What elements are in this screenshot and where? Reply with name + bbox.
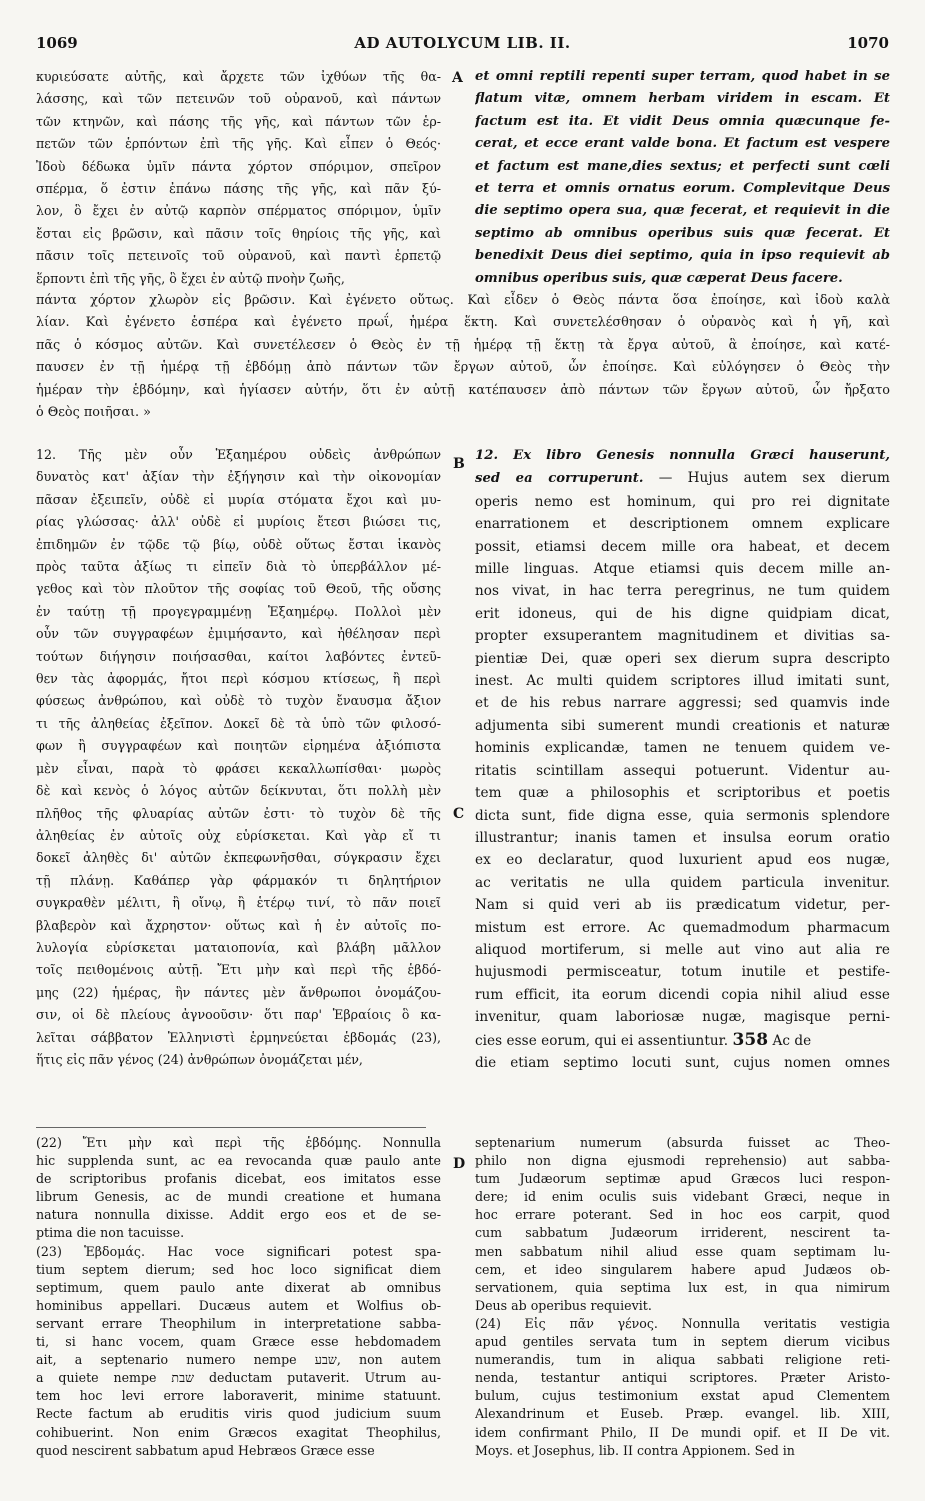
text-line: τοῖς πειθομένοις αὐτῇ. Ἔτι μὴν καὶ περὶ τῆς ἑβδό-: [36, 962, 441, 978]
text-line: μὲν εἶναι, παρὰ τὸ φράσει κεκαλλωπίσθαι· μωρὸς: [36, 760, 441, 776]
text-line: λεῖται σάββατον Ἑλληνιστὶ ἑρμηνεύεται ἑβδομάς (23),: [36, 1029, 441, 1045]
text-line: cum sabbatum Judæorum irriderent, nescirent ta-: [475, 1225, 890, 1241]
text-line: λάσσης, καὶ τῶν πετεινῶν τοῦ οὐρανοῦ, καὶ πάντων: [36, 91, 441, 107]
text-line: πᾶς ὁ κόσμος αὐτῶν. Καὶ συνετέλεσεν ὁ Θεὸς ἐν τῇ ἡμέρᾳ τῇ ἕκτῃ τὰ ἔργα αὐτοῦ, ἃ ἐποίησε, καὶ κατέ-: [36, 337, 890, 353]
section-marker-a: A: [452, 70, 463, 86]
text-line: (23) Ἑβδομάς. Hac voce significari potest spa-: [36, 1243, 441, 1259]
section-marker-c: C: [453, 806, 465, 822]
text-line: λον, ὃ ἔχει ἐν αὐτῷ καρπὸν σπέρματος σπόριμον, ὑμῖν: [36, 203, 441, 219]
text-line: omnibus operibus suis, quæ cæperat Deus facere.: [475, 270, 843, 286]
section-marker-d: D: [453, 1156, 466, 1172]
text-line: λίαν. Καὶ ἐγένετο ἑσπέρα καὶ ἐγένετο πρωΐ, ἡμέρα ἕκτη. Καὶ συνετελέσθησαν ὁ οὐρανὸς καὶ ἡ γῆ, καὶ: [36, 315, 890, 331]
text-line: ait, a septenario numero nempe שבע, non autem: [36, 1352, 441, 1368]
text-line: πᾶσαν ἐξειπεῖν, οὐδὲ εἰ μυρία στόματα ἔχοι καὶ μυ-: [36, 491, 441, 507]
text-line: οὖν τῶν συγγραφέων ἐμιμήσαντο, καὶ ἠθέλησαν περὶ: [36, 626, 441, 642]
text-line: tum Judæorum septimæ apud Græcos luci respon-: [475, 1171, 890, 1187]
latin-column-top: [475, 66, 890, 290]
text-line: cerat, et ecce erant valde bona. Et factum est vespere: [475, 136, 890, 152]
latin-first-text: — Hujus autem sex dierum: [643, 470, 890, 487]
text-line: δοκεῖ ἀληθὲς δι' αὐτῶν ἐκπεφωνῆσθαι, σύγκρασιν ἔχει: [36, 850, 441, 866]
latin-body: [475, 491, 890, 1029]
text-line: factum est ita. Et vidit Deus omnia quæcunque fe-: [475, 113, 890, 129]
latin-after-number: Ac de: [768, 1032, 812, 1049]
text-line: servant errare Theophilum in interpretatione sabba-: [36, 1315, 441, 1331]
text-line: hominibus appellari. Ducæus autem et Wolfius ob-: [36, 1297, 441, 1313]
text-line: βλαβερὸν καὶ ἄχρηστον· οὕτως καὶ ἡ ἐν αὐτοῖς πο-: [36, 917, 441, 933]
text-line: Alexandrinum et Euseb. Præp. evangel. lib. XIII,: [475, 1406, 890, 1422]
text-line: cem, et ideo singularem habere apud Judæos ob-: [475, 1261, 890, 1277]
text-line: mille linguas. Atque etiamsi quis decem mille an-: [475, 561, 890, 578]
text-line: Deus ab operibus requievit.: [475, 1297, 652, 1313]
text-line: φύσεως ἀνθρώπου, καὶ οὐδὲ τὸ τυχὸν ἔναυσμα ἄξιον: [36, 693, 441, 709]
text-line: ex eo declaratur, quod luxurient apud eos nugæ,: [475, 852, 890, 869]
page-header: [36, 34, 889, 62]
text-line: quod nescirent sabbatum apud Hebræos Græce esse: [36, 1442, 375, 1458]
text-line: nenda, testantur antiqui scriptores. Præter Aristo-: [475, 1370, 890, 1386]
footnotes-right: [475, 1134, 890, 1460]
latin-heading: 12. Ex libro Genesis nonnulla Græci hauserunt,: [475, 448, 890, 463]
text-line: numerandis, tum in aliqua sabbati religione reti-: [475, 1352, 890, 1368]
text-line: tium septem dierum; sed hoc loco significat diem: [36, 1261, 441, 1277]
text-line: rum efficit, ita eorum dicendi copia nihil aliud esse: [475, 986, 890, 1003]
text-line: τῇ πλάνῃ. Καθάπερ γὰρ φάρμακόν τι δηλητήριον: [36, 872, 441, 888]
text-line: nos vivat, in hac terra peregrinus, ne tum quidem: [475, 583, 890, 600]
text-line: πᾶσιν τοῖς πετεινοῖς τοῦ οὐρανοῦ, καὶ παντὶ ἑρπετῷ: [36, 248, 441, 264]
section-marker-b: B: [453, 456, 465, 472]
text-line: ἥτις εἰς πᾶν γένος (24) ἀνθρώπων ὀνομάζεται μέν,: [36, 1051, 363, 1067]
text-line: enarrationem et descriptionem omnem explicare: [475, 516, 890, 533]
text-line: ἔσται εἰς βρῶσιν, καὶ πᾶσιν τοῖς θηρίοις τῆς γῆς, καὶ: [36, 225, 441, 241]
text-line: propter exsuperantem magnitudinem et divitias sa-: [475, 628, 890, 645]
text-line: φων ἢ συγγραφέων καὶ ποιητῶν εἰρημένα ἀξιόπιστα: [36, 738, 441, 754]
text-line: possit, etiamsi decem mille ora habeat, et decem: [475, 538, 890, 555]
text-line: mistum est errore. Ac quemadmodum pharmacum: [475, 919, 890, 936]
text-line: septimum, quem paulo ante dixerat ab omnibus: [36, 1279, 441, 1295]
text-line: πρὸς ταῦτα ἀξίως τι εἰπεῖν διὰ τὸ ὑπερβάλλον μέ-: [36, 559, 441, 575]
text-line: a quiete nempe שבת deductam putaverit. Utrum au-: [36, 1370, 441, 1386]
text-line: τούτων διήγησιν ποιήσασθαι, καίτοι λαβόντες ἐντεῦ-: [36, 648, 441, 664]
latin-last-line: die etiam septimo locuti sunt, cujus nomen omnes: [475, 1054, 890, 1071]
text-line: πετῶν τῶν ἑρπόντων ἐπὶ τῆς γῆς. Καὶ εἶπεν ὁ Θεός·: [36, 136, 441, 152]
text-line: (22) Ἔτι μὴν καὶ περὶ τῆς ἑβδόμης. Nonnulla: [36, 1135, 441, 1150]
text-line: benedixit Deus diei septimo, quia in ipso requievit ab: [475, 248, 890, 264]
greek-column-top: [36, 66, 441, 290]
text-line: 12. Τῆς μὲν οὖν Ἑξαημέρου οὐδεὶς ἀνθρώπων: [36, 447, 441, 462]
text-line: ἡμέραν τὴν ἑβδόμην, καὶ ἡγίασεν αὐτήν, ὅτι ἐν αὐτῇ κατέπαυσεν ἀπὸ πάντων τῶν ἔργων αὐτοῦ, ὧν ἤρξατο: [36, 382, 890, 398]
text-line: hujusmodi permisceatur, totum inutile et pestife-: [475, 964, 890, 981]
text-line: κυριεύσατε αὐτῆς, καὶ ἄρχετε τῶν ἰχθύων τῆς θα-: [36, 69, 441, 84]
text-line: ἐπιδημῶν ἐν τῷδε τῷ βίῳ, οὐδὲ οὕτως ἔσται ἱκανὸς: [36, 536, 441, 552]
text-line: et factum est mane,dies sextus; et perfecti sunt cœli: [475, 158, 890, 174]
text-line: τῶν κτηνῶν, καὶ πάσης τῆς γῆς, καὶ πάντων τῶν ἑρ-: [36, 113, 441, 129]
text-line: πάντα χόρτον χλωρὸν εἰς βρῶσιν. Καὶ ἐγένετο οὕτως. Καὶ εἶδεν ὁ Θεὸς πάντα ὅσα ἐποίησε, καὶ ἰδοὺ καλὰ: [36, 293, 890, 308]
text-line: dere; id enim oculis suis videbant Græci, neque in: [475, 1189, 890, 1205]
text-line: Recte factum ab eruditis viris quod judicium suum: [36, 1406, 441, 1422]
text-line: hominis explicandæ, tamen ne tenuem quidem ve-: [475, 740, 890, 757]
text-line: apud gentiles servata tum in septem dierum vicibus: [475, 1334, 890, 1350]
text-line: δὲ καὶ κενὸς ὁ λόγος αὐτῶν δείκνυται, ὅτι πολλὴ μὲν: [36, 783, 441, 799]
text-line: (24) Εἰς πᾶν γένος. Nonnulla veritatis vestigia: [475, 1315, 890, 1331]
text-line: septimo ab omnibus operibus suis quæ fecerat. Et: [475, 225, 890, 241]
latin-line-text: cies esse eorum, qui ei assentiuntur.: [475, 1032, 729, 1049]
text-line: librum Genesis, ac de mundi creatione et humana: [36, 1189, 441, 1205]
text-line: ἕρποντι ἐπὶ τῆς γῆς, ὃ ἔχει ἐν αὐτῷ πνοὴν ζωῆς,: [36, 270, 345, 286]
text-line: inest. Ac multi quidem scriptores illud imitati sunt,: [475, 673, 890, 690]
text-line: δυνατὸς κατ' ἀξίαν τὴν ἐξήγησιν καὶ τὴν οἰκονομίαν: [36, 469, 441, 485]
text-line: invenitur, quam laboriosæ nugæ, magisque perni-: [475, 1009, 890, 1026]
text-line: aliquod mortiferum, si melle aut vino aut alia re: [475, 941, 890, 958]
notes-divider: [36, 1127, 426, 1128]
column-number-marker: 358: [732, 1029, 769, 1050]
latin-line-with-number: [475, 1029, 890, 1052]
text-line: λυλογία εὑρίσκεται ματαιοπονία, καὶ βλάβη μᾶλλον: [36, 939, 441, 955]
text-line: hoc errare poterant. Sed in hoc eos carpit, quod: [475, 1207, 890, 1223]
text-line: μης (22) ἡμέρας, ἣν πάντες μὲν ἄνθρωποι ὀνομάζου-: [36, 984, 441, 1000]
running-title: AD AUTOLYCUM LIB. II.: [354, 34, 571, 52]
text-line: θεν τὰς ἀφορμάς, ἤτοι περὶ κόσμου κτίσεως, ἢ περὶ: [36, 671, 441, 687]
text-line: idem confirmant Philo, II De mundi opif. et II De vit.: [475, 1424, 890, 1440]
text-line: servationem, quia septima lux est, in qua nimirum: [475, 1279, 890, 1295]
text-line: τι τῆς ἀληθείας ἐξεῖπον. Δοκεῖ δὲ τὰ ὑπὸ τῶν φιλοσό-: [36, 715, 441, 731]
text-line: bulum, cujus testimonium exstat apud Clementem: [475, 1388, 890, 1404]
text-line: et omni reptili repenti super terram, quod habet in se: [475, 69, 890, 84]
text-line: de scriptoribus profanis dicebat, eos imitatos esse: [36, 1171, 441, 1187]
text-line: die septimo opera sua, quæ fecerat, et requievit in die: [475, 203, 890, 219]
latin-heading-cont: sed ea corruperunt.: [475, 471, 644, 487]
text-line: hic supplenda sunt, ac ea revocanda quæ paulo ante: [36, 1153, 441, 1169]
latin-heading-line: [475, 444, 890, 467]
text-line: philo non digna ejusmodi reprehensio) aut sabba-: [475, 1153, 890, 1169]
text-line: erit idoneus, qui de his digne quidpiam dicat,: [475, 605, 890, 622]
text-line: πλῆθος τῆς φλυαρίας αὐτῶν ἐστι· τὸ τυχὸν δὲ τῆς: [36, 805, 441, 821]
text-line: dicta sunt, fide digna esse, quia sermonis splendore: [475, 807, 890, 824]
text-line: pientiæ Dei, quæ operi sex dierum supra descripto: [475, 650, 890, 667]
text-line: παυσεν ἐν τῇ ἡμέρᾳ τῇ ἑβδόμῃ ἀπὸ πάντων τῶν ἔργων αὐτοῦ, ὧν ἐποίησε. Καὶ εὐλόγησεν ὁ Θεὸς τὴν: [36, 360, 890, 376]
text-line: natura nonnulla dixisse. Addit ergo eos et de se-: [36, 1207, 441, 1223]
text-line: ἀληθείας ἐν αὐτοῖς οὐχ εὑρίσκεται. Καὶ γὰρ εἴ τι: [36, 827, 441, 843]
text-line: σπέρμα, ὅ ἐστιν ἐπάνω πάσης τῆς γῆς, καὶ πᾶν ξύ-: [36, 181, 441, 197]
greek-full-width: [36, 290, 890, 424]
text-line: ac veritatis ne ulla quidem particula invenitur.: [475, 874, 890, 891]
text-line: tem hoc levi errore laboraverit, minime statuunt.: [36, 1388, 441, 1404]
latin-heading-line-2: [475, 467, 890, 490]
text-line: Nam si quid veri ab iis prædicatum videtur, per-: [475, 897, 890, 914]
text-line: adjumenta sibi sumerent mundi creationis et naturæ: [475, 717, 890, 734]
text-line: illustrantur; inanis tamen et insulsa eorum oratio: [475, 829, 890, 846]
text-line: cohibuerint. Non enim Græcos exagitat Theophilus,: [36, 1424, 441, 1440]
text-line: γεθος καὶ τὸν πλοῦτον τῆς σοφίας τοῦ Θεοῦ, τῆς οὔσης: [36, 581, 441, 597]
column-number-left: 1069: [36, 34, 78, 52]
text-line: ἐν ταύτῃ τῇ προγεγραμμένῃ Ἑξαημέρῳ. Πολλοὶ μὲν: [36, 603, 441, 619]
text-line: Moys. et Josephus, lib. II contra Appionem. Sed in: [475, 1442, 795, 1458]
text-line: ρίας γλώσσας· ἀλλ' οὐδὲ εἰ μυρίοις ἔτεσι βιώσει τις,: [36, 514, 441, 530]
text-line: flatum vitæ, omnem herbam viridem in escam. Et: [475, 91, 890, 107]
text-line: operis nemo est hominum, qui pro rei dignitate: [475, 493, 890, 510]
latin-column-main: [475, 444, 890, 1074]
text-line: et terra et omnis ornatus eorum. Complevitque Deus: [475, 181, 890, 197]
text-line: ὁ Θεὸς ποιῆσαι. »: [36, 405, 151, 421]
text-line: ptima die non tacuisse.: [36, 1225, 185, 1241]
text-line: septenarium numerum (absurda fuisset ac Theo-: [475, 1135, 890, 1150]
text-line: Ἰδοὺ δέδωκα ὑμῖν πάντα χόρτον σπόριμον, σπεῖρον: [36, 158, 441, 174]
text-line: ti, si hanc vocem, quam Græce esse hebdomadem: [36, 1334, 441, 1350]
footnotes-left: [36, 1134, 441, 1460]
greek-column-main: [36, 444, 441, 1071]
text-line: σιν, οἱ δὲ πλείους ἀγνοοῦσιν· ὅτι παρ' Ἑβραίοις ὃ κα-: [36, 1007, 441, 1023]
column-number-right: 1070: [847, 34, 889, 52]
text-line: tem quæ a philosophis et scriptoribus et poetis: [475, 785, 890, 802]
text-line: et de his rebus narrare aggressi; sed quamvis inde: [475, 695, 890, 712]
text-line: men sabbatum nihil aliud esse quam septimam lu-: [475, 1243, 890, 1259]
text-line: συγκραθὲν μέλιτι, ἢ οἴνῳ, ἢ ἑτέρῳ τινί, τὸ πᾶν ποιεῖ: [36, 895, 441, 911]
text-line: ritatis scintillam assequi potuerunt. Videntur au-: [475, 762, 890, 779]
